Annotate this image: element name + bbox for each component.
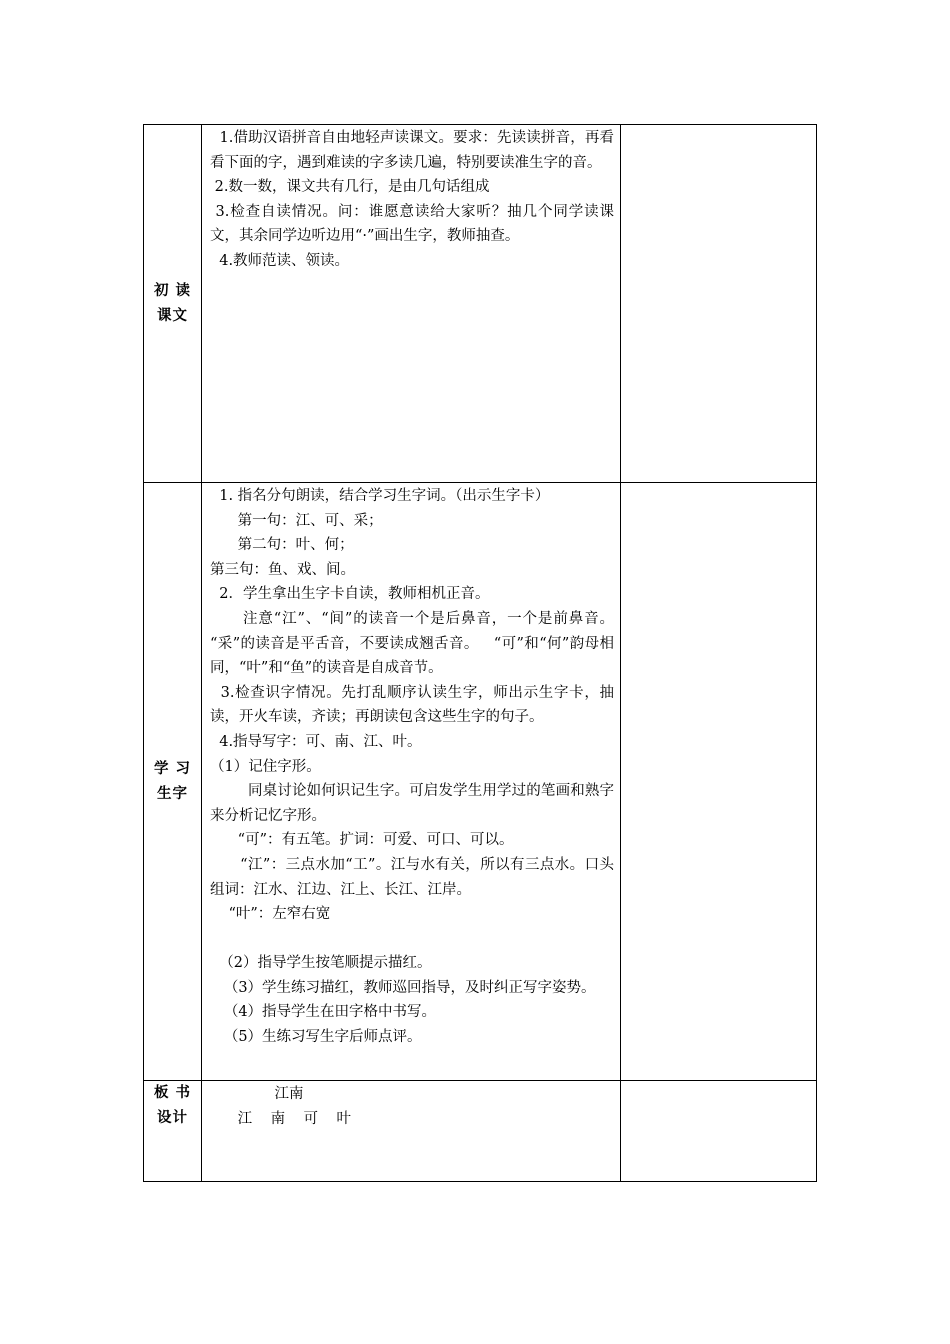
section-label-learning-characters [144, 483, 202, 1081]
section-content-learning-characters [202, 483, 621, 1081]
notes-cell [621, 125, 817, 483]
content-paragraph: （5）生练习写生字后师点评。 [210, 1029, 422, 1046]
content-paragraph: 1.借助汉语拼音自由地轻声读课文。要求：先读读拼音，再看看下面的字，遇到难读的字多读几遍，特别要读准生字的音。 [210, 130, 614, 171]
content-paragraph: 江南 [210, 1086, 304, 1102]
row-learning-characters [144, 483, 817, 1081]
content-paragraph: “江”：三点水加“工”。江与水有关，所以有三点水。口头组词：江水、江边、江上、长江、江岸。 [210, 856, 615, 898]
section-content-first-reading [202, 125, 621, 483]
content-paragraph: 第二句：叶、何； [210, 537, 354, 554]
content-paragraph: 2．学生拿出生字卡自读，教师相机正音。 [210, 586, 490, 603]
section-label-line: 生字 [157, 785, 188, 802]
content-paragraph: 4.指导写字：可、南、江、叶。 [210, 733, 422, 750]
section-label-line: 课文 [157, 307, 188, 324]
row-board-design [144, 1081, 817, 1182]
content-paragraph: 1. 指名分句朗读，结合学习生字词。（出示生字卡） [210, 488, 550, 504]
notes-cell [621, 1081, 817, 1182]
content-paragraph: 第三句：鱼、戏、间。 [210, 561, 355, 578]
content-paragraph: 3.检查识字情况。先打乱顺序认读生字，师出示生字卡，抽读，开火车读，齐读；再朗读包含这些生字的句子。 [210, 684, 614, 726]
content-paragraph: （4）指导学生在田字格中书写。 [210, 1004, 437, 1021]
section-label-board-design [144, 1081, 202, 1182]
content-paragraph: 江 南 可 叶 [210, 1110, 351, 1127]
content-paragraph [210, 927, 614, 952]
content-paragraph: （2）指导学生按笔顺提示描红。 [210, 955, 432, 972]
row-first-reading [144, 125, 817, 483]
notes-cell [621, 483, 817, 1081]
content-paragraph: “可”：有五笔。扩词：可爱、可口、可以。 [210, 832, 514, 849]
section-label-line: 学 习 [153, 760, 192, 777]
section-label-line: 板 书 [153, 1085, 192, 1101]
content-paragraph: 第一句：江、可、采； [210, 512, 383, 529]
content-paragraph: 3.检查自读情况。问：谁愿意读给大家听？抽几个同学读课文，其余同学边听边用“·”画出生字，教师抽查。 [210, 203, 614, 245]
content-paragraph: 同桌讨论如何识记生字。可启发学生用学过的笔画和熟字来分析记忆字形。 [210, 783, 614, 824]
content-paragraph: 注意“江”、“间”的读音一个是后鼻音，一个是前鼻音。 “采”的读音是平舌音，不要读成翘舌音。 “可”和“何”韵母相同，“叶”和“鱼”的读音是自成音节。 [210, 610, 619, 677]
content-paragraph: 4.教师范读、领读。 [210, 252, 350, 269]
section-content-board-design [202, 1081, 621, 1182]
content-paragraph: （3）学生练习描红，教师巡回指导，及时纠正写字姿势。 [210, 979, 596, 996]
content-paragraph: “叶”：左窄右宽 [210, 906, 331, 923]
section-label-line: 初 读 [153, 282, 192, 299]
section-label-first-reading [144, 125, 202, 483]
section-label-line: 设计 [157, 1110, 188, 1126]
content-paragraph: （1）记住字形。 [210, 758, 321, 775]
lesson-plan-table [143, 124, 817, 1182]
content-paragraph: 2.数一数，课文共有几行，是由几句话组成 [210, 179, 490, 196]
